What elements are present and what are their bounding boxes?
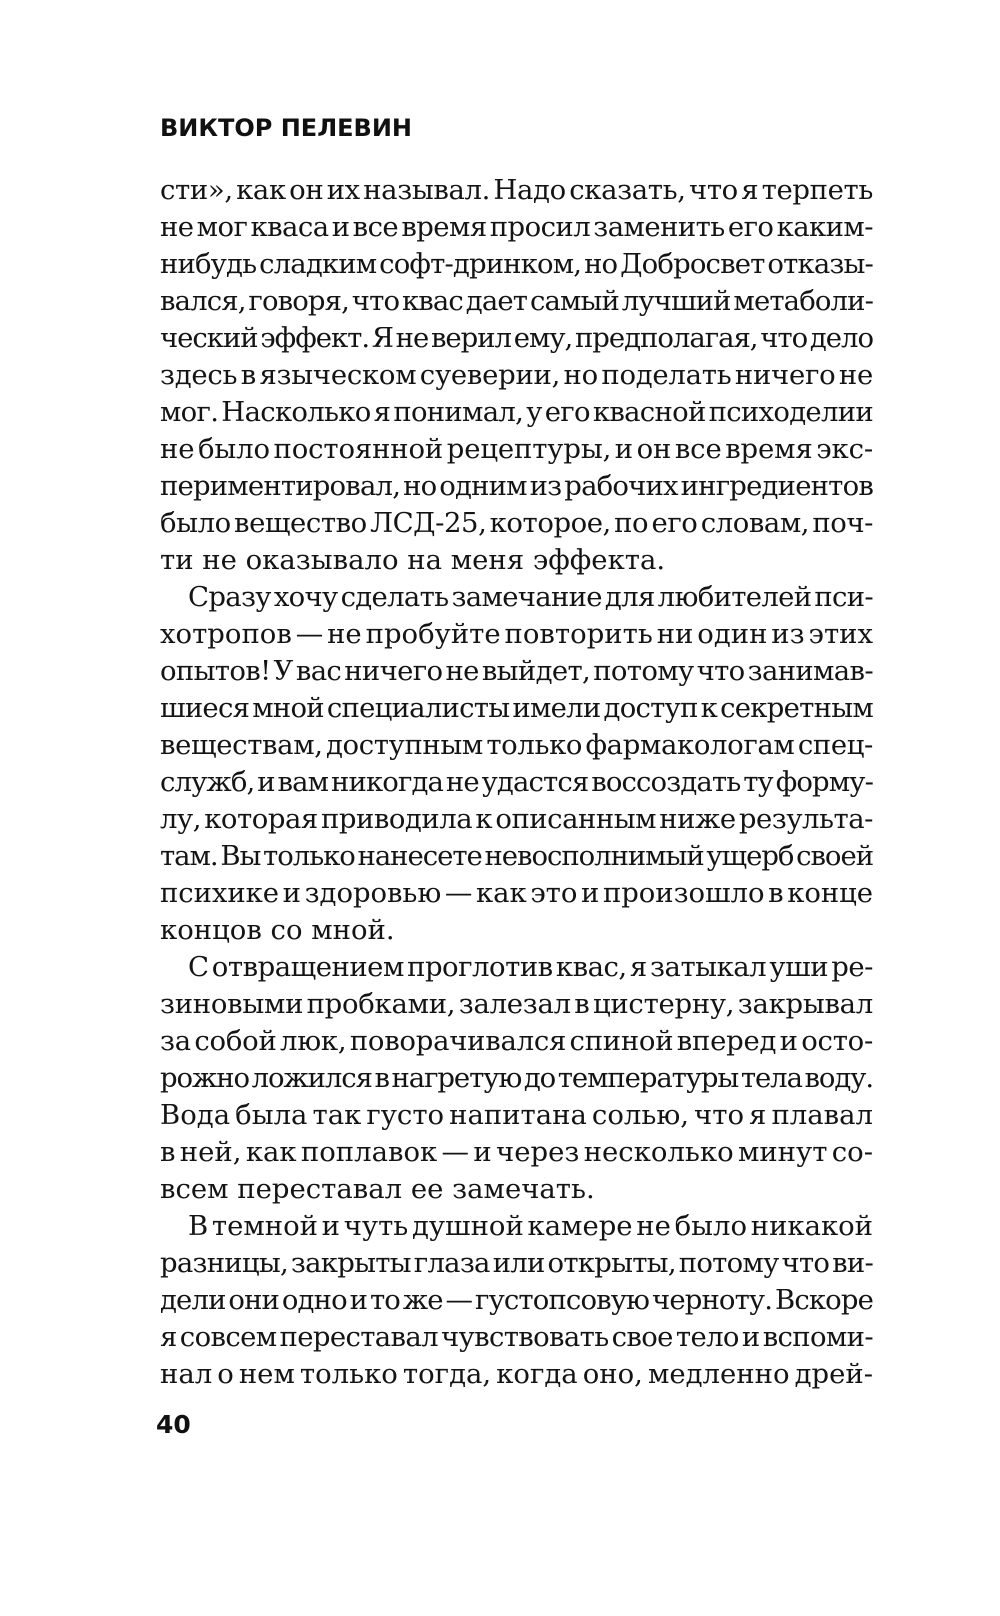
text-line: ти не оказывало на меня эффекта. (160, 544, 666, 576)
text-line: за собой люк, поворачивался спиной вперед и осто- (160, 1025, 873, 1057)
text-line: вался, говоря, что квас дает самый лучший метаболи- (160, 285, 873, 317)
text-line: опытов! У вас ничего не выйдет, потому что занимав- (160, 655, 873, 687)
text-line: веществам, доступным только фармакологам спец- (160, 729, 873, 761)
text-line: не было постоянной рецептуры, и он все время экс- (160, 433, 873, 465)
text-line: было вещество ЛСД-25, которое, по его словам, поч- (160, 507, 873, 539)
text-line: Сразу хочу сделать замечание для любителей пси- (188, 581, 873, 613)
text-line: дели они одно и то же — густопсовую черноту. Вскоре (160, 1284, 873, 1316)
body-text (160, 172, 873, 1393)
paragraph-4 (160, 1208, 873, 1393)
text-line: мог. Насколько я понимал, у его квасной психоделии (160, 396, 873, 428)
text-line: не мог кваса и все время просил заменить его каким- (160, 211, 873, 243)
text-line: служб, и вам никогда не удастся воссоздать ту форму- (160, 766, 873, 798)
text-line: ческий эффект. Я не верил ему, предполагая, что дело (160, 322, 873, 354)
text-line: С отвращением проглотив квас, я затыкал уши ре- (188, 951, 873, 983)
running-head-author: ВИКТОР ПЕЛЕВИН (160, 114, 412, 142)
text-line: всем переставал ее замечать. (160, 1173, 595, 1205)
text-line: здесь в языческом суеверии, но поделать ничего не (160, 359, 873, 391)
text-line: Вода была так густо напитана солью, что я плавал (160, 1099, 873, 1131)
text-line: концов со мной. (160, 914, 395, 946)
text-line: периментировал, но одним из рабочих ингредиентов (160, 470, 873, 502)
paragraph-2 (160, 579, 873, 949)
text-line: В темной и чуть душной камере не было никакой (188, 1210, 873, 1242)
text-line: психике и здоровью — как это и произошло в конце (160, 877, 873, 909)
page-number: 40 (156, 1410, 191, 1439)
text-line: рожно ложился в нагретую до температуры тела воду. (160, 1062, 873, 1094)
text-line: хотропов — не пробуйте повторить ни один из этих (160, 618, 873, 650)
text-line: сти», как он их называл. Надо сказать, что я терпеть (160, 174, 873, 206)
text-line: шиеся мной специалисты имели доступ к секретным (160, 692, 873, 724)
text-line: я совсем переставал чувствовать свое тело и вспоми- (160, 1321, 873, 1353)
text-line: нал о нем только тогда, когда оно, медленно дрей- (160, 1358, 873, 1390)
paragraph-1 (160, 172, 873, 579)
text-line: там. Вы только нанесете невосполнимый ущерб своей (160, 840, 873, 872)
text-line: нибудь сладким софт-дринком, но Добросвет отказы- (160, 248, 873, 280)
text-line: лу, которая приводила к описанным ниже результа- (160, 803, 873, 835)
text-line: разницы, закрыты глаза или открыты, потому что ви- (160, 1247, 873, 1279)
paragraph-3 (160, 949, 873, 1208)
text-line: зиновыми пробками, залезал в цистерну, закрывал (160, 988, 873, 1020)
text-line: в ней, как поплавок — и через несколько минут со- (160, 1136, 873, 1168)
